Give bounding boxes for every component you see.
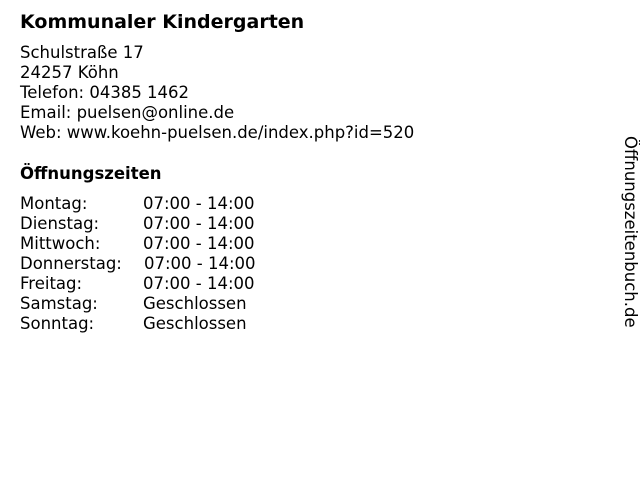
day-label: Mittwoch:	[20, 234, 101, 253]
day-label: Freitag:	[20, 274, 83, 293]
day-label: Donnerstag:	[20, 254, 122, 273]
time-value: 07:00 - 14:00	[143, 194, 255, 213]
time-value: 07:00 - 14:00	[143, 274, 255, 293]
email-line: Email: puelsen@online.de	[20, 103, 235, 122]
time-value: 07:00 - 14:00	[143, 214, 255, 233]
day-label: Samstag:	[20, 294, 98, 313]
city-line: 24257 Köhn	[20, 63, 119, 82]
time-value: Geschlossen	[143, 294, 247, 313]
opening-hours-heading: Öffnungszeiten	[20, 164, 162, 183]
web-line: Web: www.koehn-puelsen.de/index.php?id=520	[20, 123, 415, 142]
time-value: 07:00 - 14:00	[143, 234, 255, 253]
day-label: Dienstag:	[20, 214, 100, 233]
street-line: Schulstraße 17	[20, 43, 144, 62]
day-label: Montag:	[20, 194, 88, 213]
page-title: Kommunaler Kindergarten	[20, 11, 305, 33]
time-value: Geschlossen	[143, 314, 247, 333]
time-value: 07:00 - 14:00	[144, 254, 256, 273]
source-watermark: Öffnungszeitenbuch.de	[621, 136, 640, 328]
day-label: Sonntag:	[20, 314, 95, 333]
address-block	[20, 43, 414, 143]
phone-line: Telefon: 04385 1462	[20, 83, 190, 102]
